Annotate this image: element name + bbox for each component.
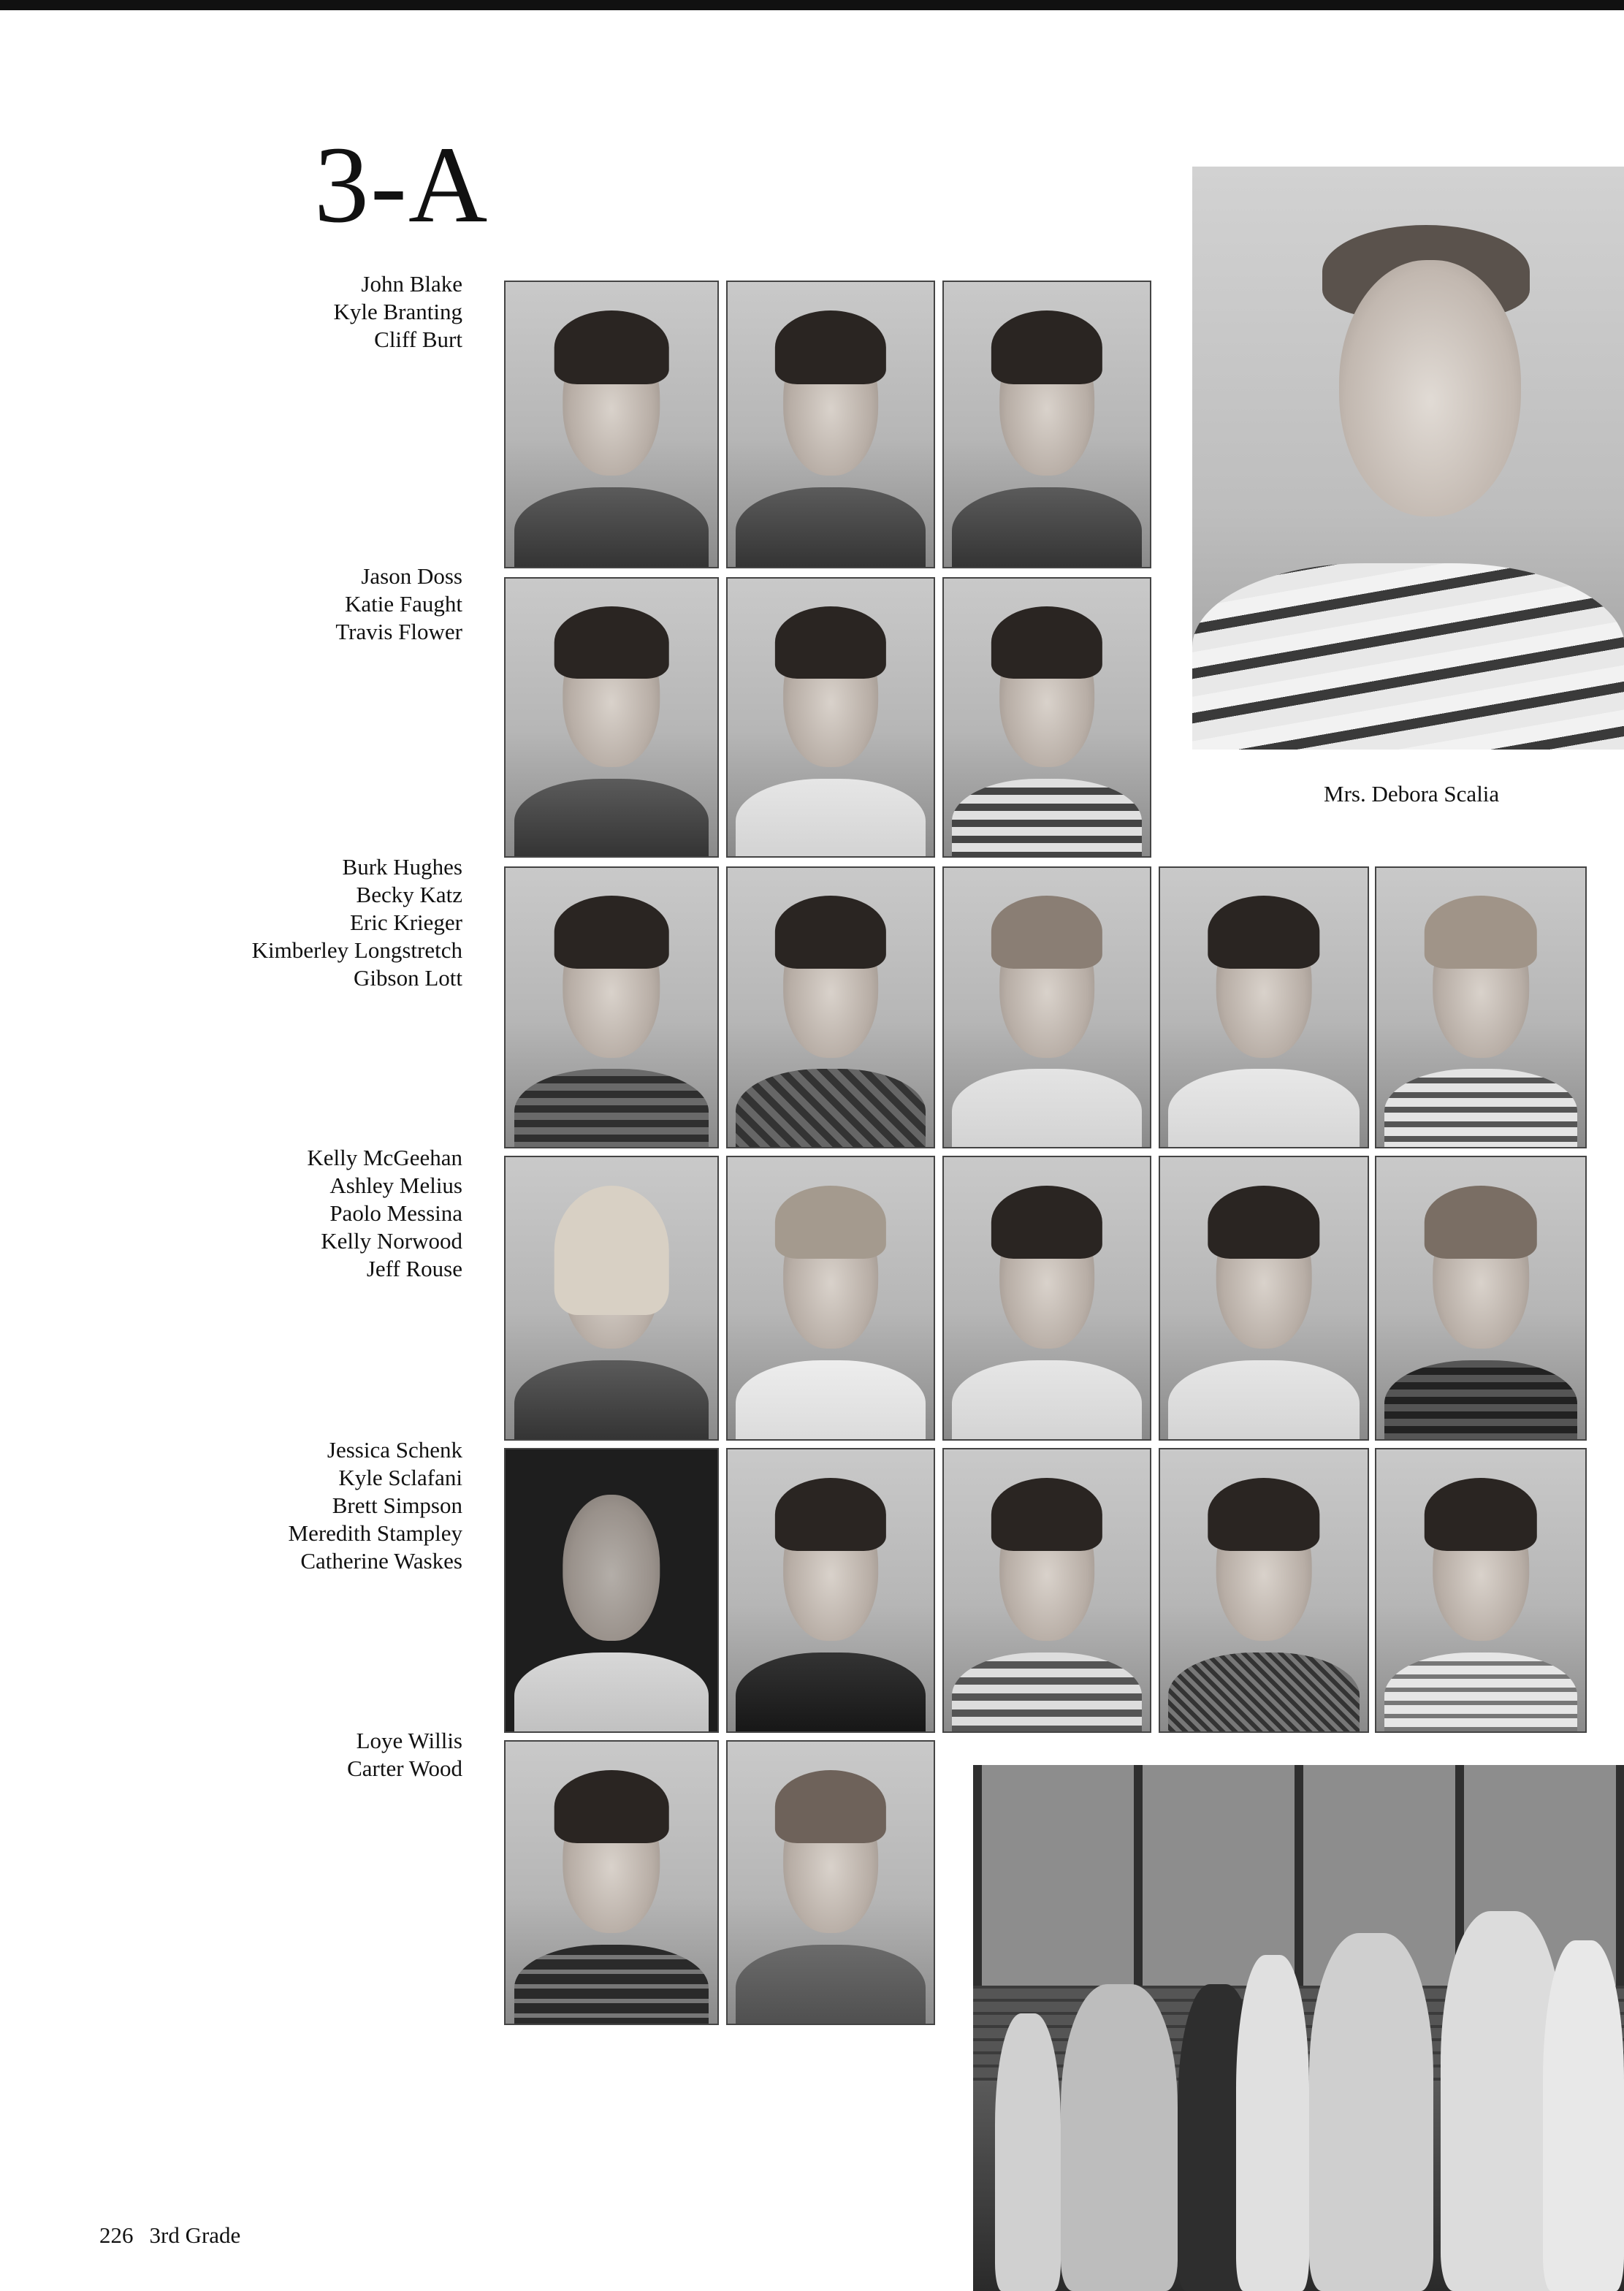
row-5-names	[289, 1436, 462, 1575]
student-portrait	[942, 577, 1151, 858]
row-2-names	[335, 563, 462, 646]
student-name: Brett Simpson	[332, 1493, 462, 1518]
student-name: Kelly Norwood	[321, 1228, 462, 1254]
teacher-name-caption: Mrs. Debora Scalia	[1324, 781, 1500, 807]
student-name: Gibson Lott	[354, 965, 462, 991]
student-portrait	[504, 1740, 719, 2025]
student-portrait	[1159, 1448, 1369, 1733]
student-name: Jeff Rouse	[366, 1256, 462, 1281]
student-name: Eric Krieger	[349, 910, 462, 935]
student-name: Kimberley Longstretch	[251, 937, 462, 963]
student-name: Becky Katz	[356, 882, 462, 907]
student-name: Jason Doss	[361, 563, 462, 589]
student-portrait	[504, 1448, 719, 1733]
student-portrait	[726, 281, 935, 568]
row-1-names	[334, 270, 463, 354]
page-footer	[99, 2222, 256, 2249]
student-name: Paolo Messina	[329, 1200, 462, 1226]
student-portrait	[1159, 1156, 1369, 1441]
student-name: Ashley Melius	[329, 1173, 462, 1198]
row-4-names	[307, 1144, 462, 1283]
student-portrait	[726, 1740, 935, 2025]
student-name: Kyle Branting	[333, 299, 462, 324]
student-portrait	[726, 1156, 935, 1441]
student-name: Cliff Burt	[374, 327, 462, 352]
student-portrait	[942, 866, 1151, 1148]
student-name: Katie Faught	[345, 591, 462, 617]
student-portrait	[1159, 866, 1369, 1148]
student-portrait	[1375, 1448, 1587, 1733]
student-portrait	[942, 281, 1151, 568]
student-portrait	[504, 866, 719, 1148]
student-name: Kelly McGeehan	[307, 1145, 462, 1170]
student-portrait	[942, 1448, 1151, 1733]
student-portrait	[1375, 1156, 1587, 1441]
student-name: Loye Willis	[356, 1728, 462, 1753]
student-portrait	[504, 1156, 719, 1441]
teacher-portrait	[1192, 167, 1624, 750]
student-name: Meredith Stampley	[288, 1520, 462, 1546]
student-portrait	[726, 577, 935, 858]
student-portrait	[504, 577, 719, 858]
student-name: Jessica Schenk	[327, 1437, 462, 1463]
student-portrait	[1375, 866, 1587, 1148]
row-3-names	[252, 853, 462, 992]
student-name: Burk Hughes	[342, 854, 462, 880]
student-name: John Blake	[361, 271, 462, 297]
student-name: Travis Flower	[335, 619, 462, 644]
student-portrait	[504, 281, 719, 568]
class-candid-photo	[973, 1765, 1624, 2291]
student-name: Catherine Waskes	[300, 1548, 462, 1574]
page-number: 226	[99, 2222, 134, 2248]
student-portrait	[726, 866, 935, 1148]
section-name: 3rd Grade	[149, 2222, 241, 2248]
student-portrait	[726, 1448, 935, 1733]
section-title: 3-A	[314, 124, 489, 245]
page-top-edge	[0, 0, 1624, 10]
student-portrait	[942, 1156, 1151, 1441]
row-6-names	[347, 1727, 462, 1783]
student-name: Kyle Sclafani	[338, 1465, 462, 1490]
student-name: Carter Wood	[347, 1756, 462, 1781]
